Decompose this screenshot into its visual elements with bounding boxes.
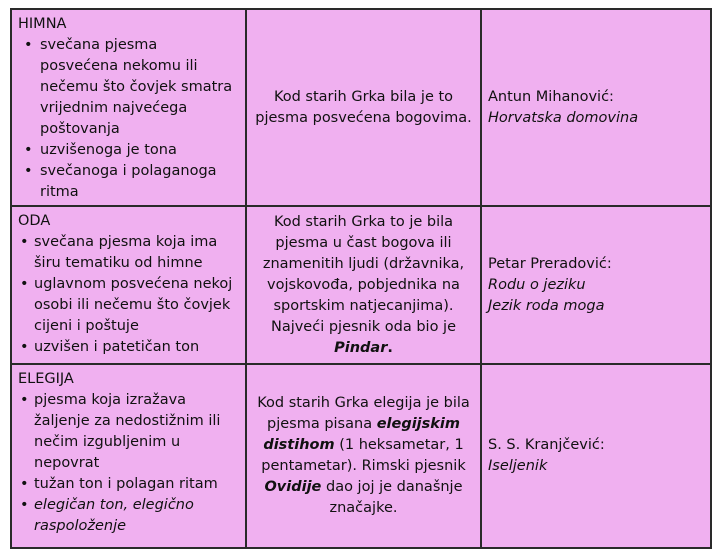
greek-origin-cell [246, 9, 481, 206]
list-item: • svečana pjesma posvećena nekomu ili nečemu što čovjek smatra vrijednim najvećega poštovanja [18, 35, 239, 140]
poet-name: Pindar [334, 339, 388, 356]
greek-origin-cell [246, 206, 481, 364]
author-name: Petar Preradović: [488, 255, 612, 272]
list-item: • pjesma koja izražava žaljenje za nedostižnim ili nečim izgubljenim u nepovrat [18, 390, 239, 474]
list-item: • uzvišen i patetičan ton [18, 337, 239, 358]
list-item: • elegičan ton, elegično raspoloženje [18, 495, 239, 537]
greek-text: Kod starih Grka elegija je bila pjesma pisana [257, 395, 470, 432]
list-item: • svečana pjesma koja ima širu tematiku od himne [18, 232, 239, 274]
greek-origin-cell [246, 364, 481, 548]
sentence-end: . [387, 339, 393, 356]
definition-list [18, 35, 239, 203]
author-cell [481, 9, 711, 206]
meter-term: elegijskim distihom [263, 416, 460, 453]
literary-forms-table [10, 8, 712, 549]
term-title: ELEGIJA [18, 371, 74, 387]
definition-cell [11, 364, 246, 548]
greek-text: (1 heksametar, 1 pentametar). Rimski pjesnik [261, 437, 466, 474]
table-row-elegija [11, 364, 711, 548]
table-row-oda [11, 206, 711, 364]
work-title: Iseljenik [488, 458, 548, 474]
term-title: HIMNA [18, 16, 67, 32]
list-item: • tužan ton i polagan ritam [18, 474, 239, 495]
definition-list [18, 232, 239, 358]
work-title: Jezik roda moga [488, 297, 605, 314]
definition-list [18, 390, 239, 537]
table-row-himna [11, 9, 711, 206]
poet-name: Ovidije [264, 479, 322, 495]
work-title: Rodu o jeziku [488, 276, 586, 293]
definition-cell [11, 206, 246, 364]
author-cell [481, 206, 711, 364]
list-item: • uzvišenoga je tona [18, 140, 239, 161]
definition-cell [11, 9, 246, 206]
work-title: Horvatska domovina [488, 109, 639, 126]
author-cell [481, 364, 711, 548]
greek-text: dao joj je današnje značajke. [325, 479, 463, 516]
author-name: Antun Mihanović: [488, 88, 614, 105]
term-title: ODA [18, 213, 51, 229]
greek-text-line: pjesma posvećena bogovima. [255, 109, 472, 126]
list-item: • uglavnom posvećena nekoj osobi ili nečemu što čovjek cijeni i poštuje [18, 274, 239, 337]
author-name: S. S. Kranjčević: [488, 437, 605, 453]
list-item: • svečanoga i polaganoga ritma [18, 161, 239, 203]
greek-text: Kod starih Grka to je bila pjesma u čast bogova ili znamenitih ljudi (državnika, vojskovođa, pobjednika na sportskim natjecanjima). Najveći pjesnik oda bio je [262, 213, 465, 335]
greek-text-line: Kod starih Grka bila je to [273, 88, 454, 105]
